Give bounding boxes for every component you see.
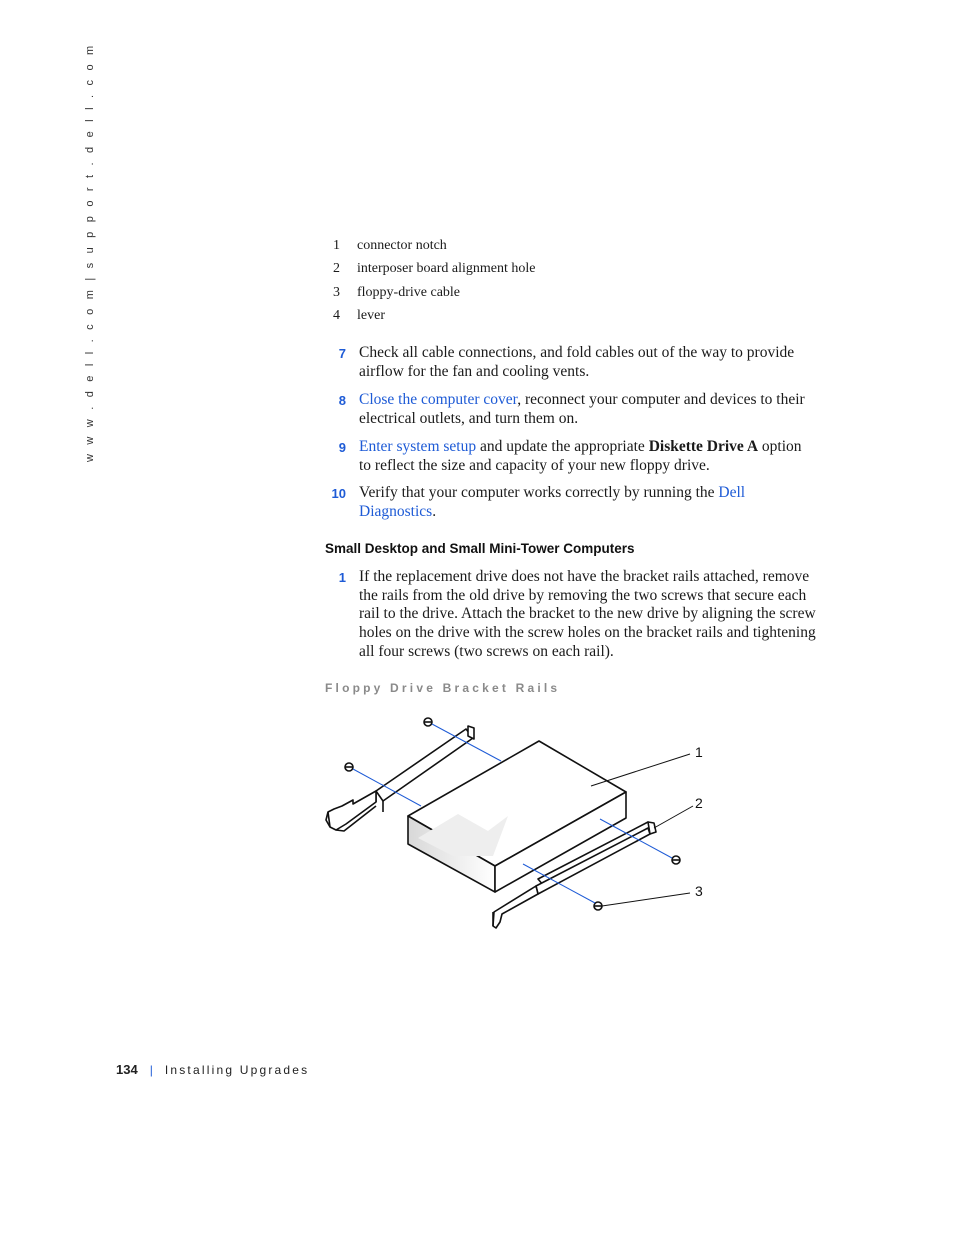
legend-label: interposer board alignment hole xyxy=(357,261,536,277)
step-text xyxy=(359,484,816,521)
callout-2: 2 xyxy=(695,795,703,811)
footer-separator: | xyxy=(149,1063,153,1077)
step-9 xyxy=(330,438,816,475)
legend-number: 1 xyxy=(333,238,340,253)
dell-diagnostics-link[interactable]: Dell Diagnostics xyxy=(359,484,746,520)
screw-icon xyxy=(424,718,432,726)
page-footer xyxy=(116,1062,309,1077)
step-8 xyxy=(330,391,816,428)
close-cover-link[interactable]: Close the computer cover xyxy=(359,391,518,408)
step-1 xyxy=(330,568,816,662)
step-text: Check all cable connections, and fold cables out of the way to provide airflow for the fan and cooling vents. xyxy=(359,344,795,380)
step-text-body: . xyxy=(432,502,437,520)
step-text: If the replacement drive does not have the bracket rails attached, remove the rails from the old drive by removing the two screws that secure each rail to the drive. Attach the bracket to the new drive by aligning the screw holes on the drive with the screw holes on the bracket rails and tightening all four screws (two screws on each rail). xyxy=(359,568,816,660)
section-heading: Small Desktop and Small Mini-Tower Computers xyxy=(325,541,635,556)
step-number: 8 xyxy=(338,393,346,408)
step-number: 1 xyxy=(338,570,346,585)
callout-3: 3 xyxy=(695,883,703,899)
legend-number: 3 xyxy=(333,284,340,300)
step-number: 10 xyxy=(331,486,346,501)
step-text-body: option to reflect the size and capacity of your new floppy drive. xyxy=(359,438,802,474)
section-title: Installing Upgrades xyxy=(164,1063,310,1077)
side-url: w w w . d e l l . c o m | s u p p o r t . d e l l . c o m xyxy=(84,42,96,462)
setting-name: Diskette Drive A xyxy=(648,438,759,455)
callout-1: 1 xyxy=(695,744,703,760)
legend-item xyxy=(333,308,535,331)
legend-label: lever xyxy=(357,307,385,323)
floppy-drive xyxy=(408,741,626,892)
legend-item xyxy=(333,261,535,284)
legend-label: connector notch xyxy=(357,238,447,253)
page-number: 134 xyxy=(116,1062,138,1077)
step-text-body: and update the appropriate xyxy=(476,438,649,455)
screw-icon xyxy=(672,856,680,864)
step-7 xyxy=(330,344,816,381)
step-text xyxy=(359,438,816,475)
step-text-body: Verify that your computer works correctly by running the xyxy=(359,484,719,501)
figure-legend xyxy=(333,238,535,331)
step-10 xyxy=(330,484,816,521)
step-number: 9 xyxy=(338,440,346,455)
step-text xyxy=(359,391,816,428)
legend-label: floppy-drive cable xyxy=(357,284,461,300)
screw-icon xyxy=(594,902,602,910)
legend-number: 4 xyxy=(333,307,340,323)
legend-item xyxy=(333,238,535,261)
figure-caption: Floppy Drive Bracket Rails xyxy=(325,681,561,695)
screw-icon xyxy=(345,763,353,771)
legend-item xyxy=(333,285,535,308)
step-text-body: , reconnect your computer and devices to their electrical outlets, and turn them on. xyxy=(359,391,805,427)
floppy-drive-rails-illustration xyxy=(318,706,718,946)
legend-number: 2 xyxy=(333,261,340,277)
step-number: 7 xyxy=(338,346,346,361)
system-setup-link[interactable]: Enter system setup xyxy=(359,438,477,455)
